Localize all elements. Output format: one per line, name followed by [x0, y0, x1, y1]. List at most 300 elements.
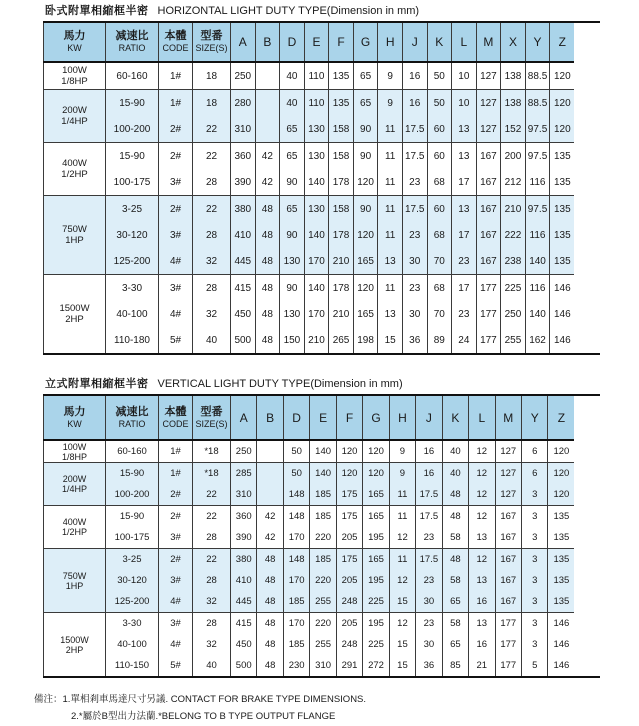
code-cell: 2#: [159, 549, 193, 571]
dim-cell: 48: [255, 196, 280, 223]
dim-cell: 177: [495, 655, 521, 676]
dim-cell: 48: [257, 570, 283, 591]
dim-cell: 65: [353, 90, 378, 117]
dim-cell: 90: [280, 275, 305, 302]
dim-cell: 170: [283, 527, 309, 549]
dim-cell: 390: [231, 527, 257, 549]
dim-cell: 40: [442, 440, 468, 463]
dim-cell: 11: [389, 549, 415, 571]
dim-cell: 88.5: [525, 62, 550, 90]
footnote-2: 2.*屬於B型出力法蘭.*BELONG TO B TYPE OUTPUT FLANGE: [71, 711, 336, 722]
dim-cell: 36: [402, 327, 427, 353]
dim-cell: 68: [427, 169, 452, 196]
dim-cell: 445: [231, 248, 256, 275]
table-row: [44, 248, 575, 275]
dim-cell: 3: [521, 591, 547, 613]
vertical-title-en: VERTICAL LIGHT DUTY TYPE(Dimension in mm): [157, 378, 403, 390]
dim-cell: 16: [469, 591, 495, 613]
dim-cell: 6: [521, 463, 547, 485]
dim-cell: 138: [501, 62, 526, 90]
dim-cell: 120: [548, 484, 574, 506]
dim-cell: 170: [304, 248, 329, 275]
dim-cell: 135: [329, 90, 354, 117]
dim-cell: 120: [550, 90, 575, 117]
dim-cell: 230: [283, 655, 309, 676]
dim-cell: 11: [378, 275, 403, 302]
dim-cell: 110: [304, 62, 329, 90]
dim-cell: 127: [476, 90, 501, 117]
dim-cell: 146: [548, 655, 574, 676]
dim-cell: 140: [304, 222, 329, 248]
dim-cell: 130: [280, 301, 305, 327]
dim-cell: 185: [310, 549, 336, 571]
dim-cell: 310: [231, 484, 257, 506]
column-header: K: [427, 23, 452, 62]
dim-cell: 146: [550, 301, 575, 327]
dim-cell: 185: [283, 634, 309, 655]
dim-cell: 97.5: [525, 196, 550, 223]
dim-cell: 177: [476, 327, 501, 353]
column-header: D: [283, 396, 309, 440]
ratio-cell: 40-100: [106, 301, 159, 327]
power-cell: 400W 1/2HP: [44, 506, 106, 549]
table-row: [44, 527, 575, 549]
dim-cell: 205: [336, 613, 362, 635]
size-cell: 18: [193, 62, 231, 90]
dim-cell: 165: [363, 506, 389, 528]
dim-cell: 48: [255, 275, 280, 302]
dim-cell: 177: [476, 301, 501, 327]
dim-cell: 3: [521, 506, 547, 528]
dim-cell: 48: [255, 222, 280, 248]
ratio-cell: 100-200: [106, 116, 159, 143]
dim-cell: 212: [501, 169, 526, 196]
dim-cell: 3: [521, 570, 547, 591]
ratio-cell: 3-30: [106, 275, 159, 302]
dim-cell: 138: [501, 90, 526, 117]
dim-cell: 3: [521, 484, 547, 506]
code-cell: 2#: [159, 196, 193, 223]
column-header: 本體 CODE: [159, 396, 193, 440]
dim-cell: 127: [476, 62, 501, 90]
dim-cell: 195: [363, 613, 389, 635]
dim-cell: 85: [442, 655, 468, 676]
dim-cell: 185: [283, 591, 309, 613]
dim-cell: 140: [525, 248, 550, 275]
dim-cell: 177: [476, 275, 501, 302]
table-row: [44, 549, 575, 571]
power-cell: 100W 1/8HP: [44, 62, 106, 90]
dim-cell: 285: [231, 463, 257, 485]
dim-cell: 3: [521, 613, 547, 635]
dim-cell: 390: [231, 169, 256, 196]
size-cell: 32: [193, 248, 231, 275]
dim-cell: 410: [231, 570, 257, 591]
dim-cell: 65: [442, 591, 468, 613]
dim-cell: 146: [548, 613, 574, 635]
dim-cell: 167: [495, 570, 521, 591]
dim-cell: 6: [521, 440, 547, 463]
dim-cell: 210: [304, 327, 329, 353]
size-cell: 32: [193, 634, 231, 655]
dim-cell: 12: [389, 527, 415, 549]
dim-cell: 135: [550, 196, 575, 223]
code-cell: 2#: [159, 143, 193, 170]
power-cell: 200W 1/4HP: [44, 463, 106, 506]
dim-cell: 90: [353, 116, 378, 143]
dim-cell: 148: [283, 484, 309, 506]
dim-cell: 135: [548, 506, 574, 528]
size-cell: 28: [193, 570, 231, 591]
dim-cell: 48: [442, 506, 468, 528]
dim-cell: 11: [378, 116, 403, 143]
size-cell: 22: [193, 506, 231, 528]
notes-label: 備注：: [34, 694, 63, 705]
dim-cell: 148: [283, 506, 309, 528]
dim-cell: 48: [257, 549, 283, 571]
dim-cell: 30: [416, 634, 442, 655]
column-header: B: [257, 396, 283, 440]
dim-cell: 90: [280, 222, 305, 248]
column-header: D: [280, 23, 305, 62]
ratio-cell: 30-120: [106, 570, 159, 591]
dim-cell: 135: [550, 248, 575, 275]
code-cell: 3#: [159, 527, 193, 549]
dim-cell: 162: [525, 327, 550, 353]
dim-cell: 48: [442, 484, 468, 506]
size-cell: 32: [193, 301, 231, 327]
dim-cell: 116: [525, 222, 550, 248]
code-cell: 3#: [159, 613, 193, 635]
power-cell: 200W 1/4HP: [44, 90, 106, 143]
dim-cell: 135: [550, 143, 575, 170]
dim-cell: 11: [378, 169, 403, 196]
dim-cell: 205: [336, 570, 362, 591]
horizontal-table-frame: [43, 21, 600, 355]
dim-cell: 23: [402, 275, 427, 302]
dim-cell: 225: [501, 275, 526, 302]
table-row: [44, 327, 575, 353]
size-cell: 22: [193, 549, 231, 571]
ratio-cell: 60-160: [106, 62, 159, 90]
code-cell: 1#: [159, 440, 193, 463]
dim-cell: 3: [521, 527, 547, 549]
column-header: E: [310, 396, 336, 440]
dim-cell: 120: [336, 463, 362, 485]
dim-cell: 185: [310, 506, 336, 528]
dim-cell: 222: [501, 222, 526, 248]
dim-cell: 12: [469, 440, 495, 463]
dim-cell: 12: [469, 549, 495, 571]
footnote-line-2: [34, 708, 639, 725]
dim-cell: 238: [501, 248, 526, 275]
dim-cell: [257, 440, 283, 463]
code-cell: 1#: [159, 62, 193, 90]
dim-cell: 23: [452, 301, 477, 327]
dim-cell: [257, 463, 283, 485]
ratio-cell: 100-175: [106, 527, 159, 549]
vertical-table-section: [0, 377, 639, 678]
footnote-1: 1.單相剎車馬達尺寸另議. CONTACT FOR BRAKE TYPE DIMENSIONS.: [62, 694, 367, 705]
dim-cell: 3: [521, 549, 547, 571]
dim-cell: 152: [501, 116, 526, 143]
dim-cell: 12: [469, 484, 495, 506]
dim-cell: 135: [548, 591, 574, 613]
dim-cell: 120: [550, 116, 575, 143]
dim-cell: 158: [329, 116, 354, 143]
size-cell: 28: [193, 169, 231, 196]
dim-cell: 360: [231, 143, 256, 170]
dim-cell: 272: [363, 655, 389, 676]
dim-cell: 9: [389, 463, 415, 485]
dim-cell: 178: [329, 169, 354, 196]
dim-cell: 13: [378, 301, 403, 327]
column-header: X: [501, 23, 526, 62]
dim-cell: 12: [389, 570, 415, 591]
dim-cell: 205: [336, 527, 362, 549]
dim-cell: 130: [280, 248, 305, 275]
dim-cell: 17: [452, 275, 477, 302]
horizontal-title-zh: 卧式附單相縮框半密: [45, 5, 149, 17]
vertical-table-frame: [43, 394, 600, 678]
code-cell: 2#: [159, 116, 193, 143]
dim-cell: 90: [353, 196, 378, 223]
dim-cell: 140: [304, 169, 329, 196]
size-cell: 22: [193, 484, 231, 506]
dim-cell: 140: [310, 463, 336, 485]
column-header: Y: [521, 396, 547, 440]
horizontal-table-title: [45, 4, 639, 18]
dim-cell: 120: [363, 463, 389, 485]
dim-cell: 175: [336, 549, 362, 571]
dim-cell: 210: [329, 248, 354, 275]
ratio-cell: 40-100: [106, 634, 159, 655]
dim-cell: 265: [329, 327, 354, 353]
dim-cell: 210: [501, 196, 526, 223]
column-header: Z: [548, 396, 574, 440]
dim-cell: 167: [476, 143, 501, 170]
dim-cell: 90: [353, 143, 378, 170]
dim-cell: 70: [427, 248, 452, 275]
dim-cell: 380: [231, 549, 257, 571]
dim-cell: 360: [231, 506, 257, 528]
vertical-table-title: [45, 377, 639, 391]
dim-cell: 167: [476, 169, 501, 196]
dim-cell: 68: [427, 275, 452, 302]
code-cell: 2#: [159, 506, 193, 528]
dim-cell: 24: [452, 327, 477, 353]
column-header: M: [495, 396, 521, 440]
dim-cell: 13: [452, 143, 477, 170]
header-row: [44, 396, 575, 440]
dim-cell: 11: [378, 143, 403, 170]
dim-cell: 88.5: [525, 90, 550, 117]
column-header: E: [304, 23, 329, 62]
ratio-cell: 30-120: [106, 222, 159, 248]
dim-cell: 410: [231, 222, 256, 248]
dim-cell: 23: [416, 527, 442, 549]
dim-cell: 48: [255, 327, 280, 353]
column-header: Z: [550, 23, 575, 62]
dim-cell: 30: [416, 591, 442, 613]
dim-cell: 116: [525, 275, 550, 302]
size-cell: 22: [193, 116, 231, 143]
dim-cell: 17.5: [416, 484, 442, 506]
dim-cell: 177: [495, 613, 521, 635]
column-header: H: [389, 396, 415, 440]
dim-cell: 13: [452, 196, 477, 223]
power-cell: 1500W 2HP: [44, 275, 106, 354]
table-row: [44, 634, 575, 655]
dim-cell: 135: [548, 527, 574, 549]
dim-cell: 127: [495, 440, 521, 463]
dim-cell: 36: [416, 655, 442, 676]
dim-cell: 165: [363, 484, 389, 506]
dim-cell: 127: [495, 463, 521, 485]
dim-cell: 248: [336, 591, 362, 613]
dim-cell: 130: [304, 196, 329, 223]
ratio-cell: 15-90: [106, 463, 159, 485]
dim-cell: 415: [231, 275, 256, 302]
dim-cell: 146: [550, 327, 575, 353]
ratio-cell: 15-90: [106, 506, 159, 528]
dim-cell: 16: [469, 634, 495, 655]
column-header: H: [378, 23, 403, 62]
dim-cell: 50: [283, 463, 309, 485]
code-cell: 3#: [159, 275, 193, 302]
dim-cell: 135: [550, 169, 575, 196]
code-cell: 3#: [159, 222, 193, 248]
size-cell: 28: [193, 222, 231, 248]
table-row: [44, 570, 575, 591]
dim-cell: 60: [427, 143, 452, 170]
size-cell: 22: [193, 196, 231, 223]
dim-cell: 150: [280, 327, 305, 353]
column-header: J: [416, 396, 442, 440]
dim-cell: 185: [310, 484, 336, 506]
dim-cell: 167: [476, 222, 501, 248]
code-cell: 5#: [159, 655, 193, 676]
dim-cell: 65: [280, 143, 305, 170]
dim-cell: 15: [389, 591, 415, 613]
dim-cell: 11: [378, 222, 403, 248]
dim-cell: 135: [548, 570, 574, 591]
footnote-line-1: [34, 691, 639, 708]
code-cell: 5#: [159, 327, 193, 353]
dim-cell: 135: [329, 62, 354, 90]
dim-cell: 220: [310, 613, 336, 635]
dim-cell: 60: [427, 196, 452, 223]
dim-cell: 42: [257, 527, 283, 549]
table-row: [44, 506, 575, 528]
size-cell: 28: [193, 275, 231, 302]
dim-cell: 120: [550, 62, 575, 90]
column-header: Y: [525, 23, 550, 62]
dim-cell: 11: [378, 196, 403, 223]
dim-cell: 70: [427, 301, 452, 327]
dim-cell: 17.5: [402, 196, 427, 223]
dim-cell: 48: [255, 301, 280, 327]
dim-cell: 195: [363, 527, 389, 549]
dim-cell: 50: [427, 62, 452, 90]
horizontal-title-en: HORIZONTAL LIGHT DUTY TYPE(Dimension in mm): [157, 5, 420, 17]
column-header: G: [353, 23, 378, 62]
size-cell: 22: [193, 143, 231, 170]
dim-cell: 48: [442, 549, 468, 571]
dim-cell: 255: [501, 327, 526, 353]
dim-cell: 48: [257, 634, 283, 655]
dim-cell: 167: [495, 506, 521, 528]
dim-cell: 90: [280, 169, 305, 196]
dim-cell: 23: [402, 169, 427, 196]
dim-cell: 68: [427, 222, 452, 248]
dim-cell: 10: [452, 90, 477, 117]
size-cell: *18: [193, 440, 231, 463]
dim-cell: [255, 90, 280, 117]
code-cell: 1#: [159, 463, 193, 485]
dim-cell: 97.5: [525, 143, 550, 170]
dim-cell: 140: [310, 440, 336, 463]
column-header: 型番 SIZE(S): [193, 396, 231, 440]
dim-cell: 450: [231, 634, 257, 655]
dim-cell: 167: [495, 527, 521, 549]
dim-cell: 17.5: [402, 143, 427, 170]
dim-cell: 248: [336, 634, 362, 655]
footnotes: [34, 691, 639, 725]
column-header: 型番 SIZE(S): [193, 23, 231, 62]
code-cell: 2#: [159, 484, 193, 506]
code-cell: 4#: [159, 248, 193, 275]
dim-cell: 195: [363, 570, 389, 591]
ratio-cell: 3-30: [106, 613, 159, 635]
column-header: L: [452, 23, 477, 62]
dim-cell: 58: [442, 527, 468, 549]
dim-cell: 21: [469, 655, 495, 676]
dim-cell: 220: [310, 570, 336, 591]
dim-cell: 12: [469, 506, 495, 528]
dim-cell: 17.5: [402, 116, 427, 143]
power-cell: 100W 1/8HP: [44, 440, 106, 463]
power-cell: 750W 1HP: [44, 196, 106, 275]
dim-cell: 16: [416, 440, 442, 463]
dim-cell: 445: [231, 591, 257, 613]
dim-cell: 12: [389, 613, 415, 635]
dim-cell: 146: [550, 275, 575, 302]
dim-cell: 13: [378, 248, 403, 275]
dim-cell: 40: [280, 90, 305, 117]
dim-cell: 30: [402, 301, 427, 327]
dim-cell: 50: [283, 440, 309, 463]
dim-cell: 40: [442, 463, 468, 485]
dim-cell: 15: [389, 634, 415, 655]
dim-cell: 65: [353, 62, 378, 90]
horizontal-table-section: [0, 4, 639, 355]
dim-cell: 255: [310, 634, 336, 655]
dim-cell: 165: [363, 549, 389, 571]
dim-cell: 250: [231, 62, 256, 90]
dim-cell: 210: [329, 301, 354, 327]
table-row: [44, 301, 575, 327]
power-cell: 1500W 2HP: [44, 613, 106, 677]
dim-cell: 97.5: [525, 116, 550, 143]
dim-cell: 9: [378, 62, 403, 90]
dim-cell: 120: [548, 440, 574, 463]
table-row: [44, 440, 575, 463]
ratio-cell: 3-25: [106, 196, 159, 223]
dim-cell: 140: [304, 275, 329, 302]
column-header: M: [476, 23, 501, 62]
dim-cell: 40: [280, 62, 305, 90]
